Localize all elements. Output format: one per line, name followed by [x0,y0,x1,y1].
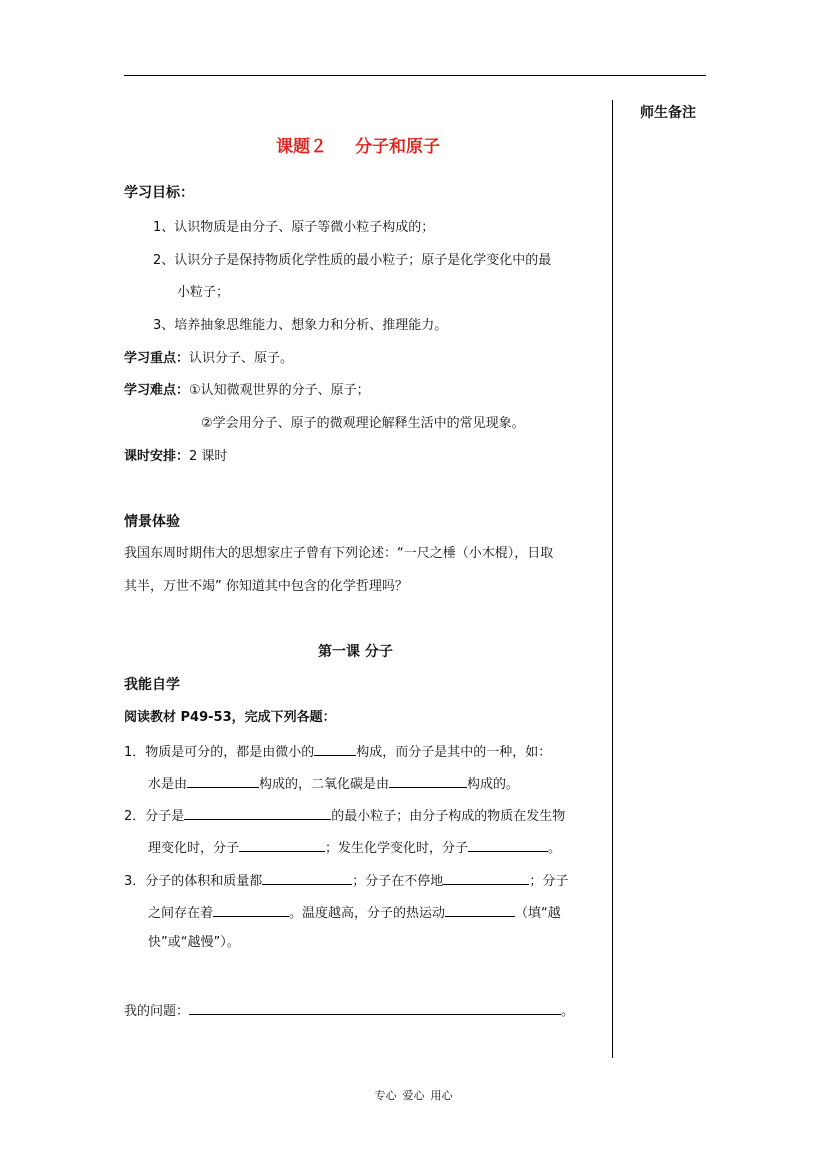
question-2-number: 2． [124,809,146,824]
key-point-label: 学习重点： [124,351,190,366]
question-1-line-2 [148,774,519,793]
page-title [276,132,440,157]
my-question-label: 我的问题： [124,1004,190,1019]
footer-word-2: 爱心 [402,1089,425,1102]
answer-blank[interactable] [389,774,467,788]
question-3-line-3: 快”或“越慢”）。 [148,935,240,950]
lesson-number: 课题２ [276,137,327,157]
key-point-text: 认识分子、原子。 [189,351,294,366]
question-3-text-e: 。温度越高，分子的热运动 [289,906,446,921]
schedule-label: 课时安排： [124,449,190,464]
goal-item-3: 3、培养抽象思维能力、想象力和分析、推理能力。 [153,318,448,333]
answer-blank[interactable] [468,838,548,852]
schedule-row [124,449,227,465]
question-2-text-d: ；发生化学变化时，分子 [325,841,469,856]
question-2-text-a: 分子是 [145,809,185,824]
question-2-text-e: 。 [548,841,562,856]
question-3-line-1 [124,871,568,890]
question-2-line-2 [148,838,561,857]
my-question-end: 。 [561,1004,575,1019]
goal-item-2-cont: 小粒子； [177,285,230,300]
schedule-text: 2 课时 [189,449,228,464]
question-2-line-1 [124,806,565,825]
answer-blank[interactable] [314,742,356,756]
answer-blank[interactable] [187,774,259,788]
my-question-row [124,1001,574,1020]
question-3-text-a: 分子的体积和质量都 [145,874,263,889]
footer-word-1: 专心 [374,1089,397,1102]
question-1-text-b: 构成，而分子是其中的一种，如： [356,745,552,760]
header-rule [124,75,706,76]
question-1-number: 1． [124,745,146,760]
footer-word-3: 用心 [430,1089,453,1102]
question-1-text-c: 水是由 [148,777,188,792]
my-question-blank[interactable] [189,1001,561,1015]
question-3-text-b: ；分子在不停地 [352,874,444,889]
scenario-label: 情景体验 [124,514,180,530]
question-1-text-d: 构成的，二氧化碳是由 [259,777,390,792]
question-3-text-d: 之间存在着 [148,906,214,921]
key-point-row [124,351,293,367]
self-study-label: 我能自学 [124,677,180,693]
answer-blank[interactable] [445,903,515,917]
question-3-line-2 [148,903,561,922]
answer-blank[interactable] [184,806,331,820]
reading-instruction: 阅读教材 P49-53，完成下列各题： [124,710,336,725]
question-3-text-c: ；分子 [529,874,569,889]
scenario-line-2: 其半，万世不竭” 你知道其中包含的化学哲理吗？ [124,579,408,594]
answer-blank[interactable] [443,871,529,885]
page-footer [0,1087,827,1103]
goals-label: 学习目标： [124,185,194,201]
question-1-line-1 [124,742,551,761]
difficulty-label: 学习难点： [124,383,190,398]
scenario-line-1: 我国东周时期伟大的思想家庄子曾有下列论述：“一尺之棰（小木棍），日取 [124,546,554,561]
question-3-text-f: （填“越 [515,906,561,921]
answer-blank[interactable] [239,838,325,852]
notes-column-heading: 师生备注 [640,105,696,121]
lesson-heading: 第一课 分子 [318,644,393,660]
goal-item-2: 2、认识分子是保持物质化学性质的最小粒子；原子是化学变化中的最 [153,253,552,268]
column-divider [612,100,613,1058]
lesson-name: 分子和原子 [355,137,440,157]
goal-item-1: 1、认识物质是由分子、原子等微小粒子构成的； [153,220,435,235]
answer-blank[interactable] [213,903,289,917]
answer-blank[interactable] [262,871,352,885]
question-2-text-c: 理变化时，分子 [148,841,240,856]
question-1-text-a: 物质是可分的，都是由微小的 [145,745,315,760]
question-1-text-e: 构成的。 [467,777,520,792]
question-2-text-b: 的最小粒子；由分子构成的物质在发生物 [331,809,566,824]
question-3-number: 3． [124,874,146,889]
difficulty-item-2: ②学会用分子、原子的微观理论解释生活中的常见现象。 [201,416,525,431]
difficulty-row [124,383,370,399]
difficulty-item-1: ①认知微观世界的分子、原子； [189,383,370,398]
